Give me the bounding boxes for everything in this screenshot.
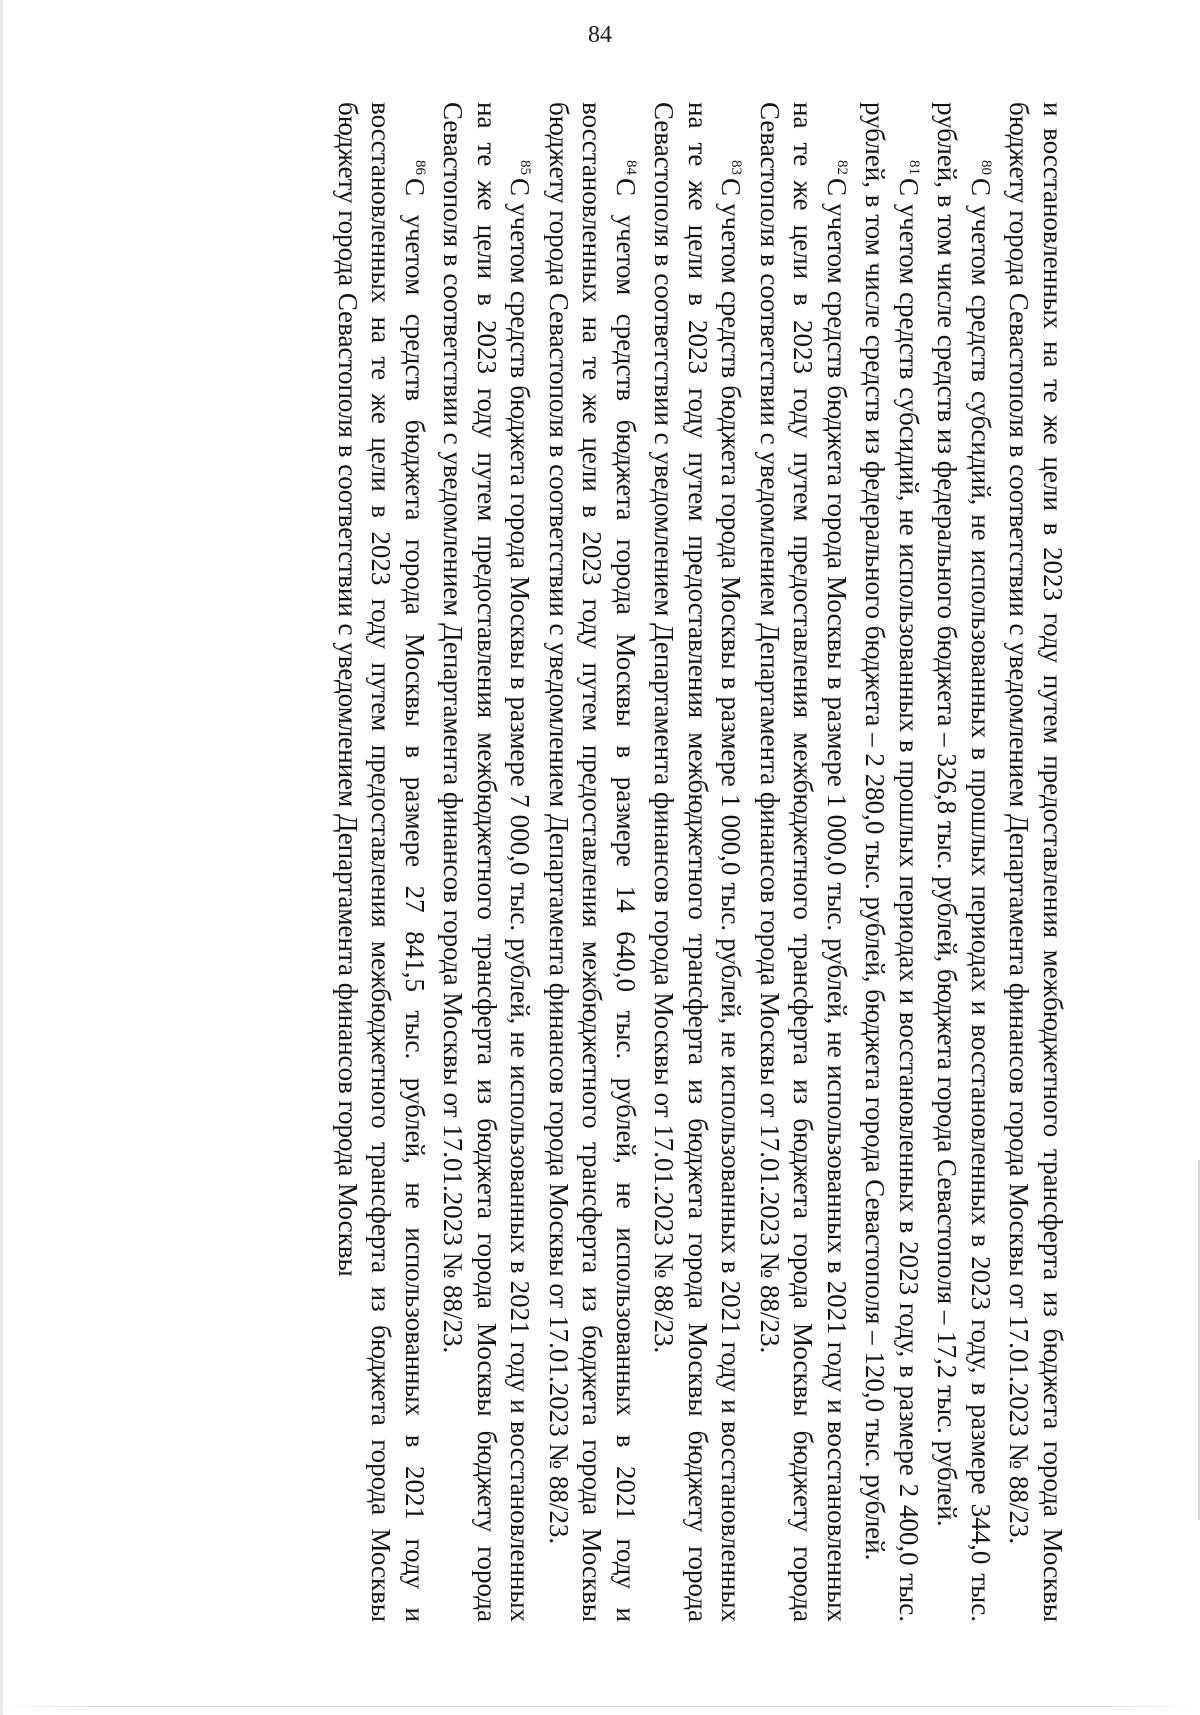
footnote-number: 80 bbox=[978, 160, 994, 175]
footnote-continuation bbox=[1002, 102, 1069, 1622]
footnote-number: 85 bbox=[517, 160, 534, 175]
footnote-number: 86 bbox=[412, 160, 428, 175]
footnote-text-span: С учетом средств бюджета города Москвы в размере 14 640,0 тыс. рублей, не использованных в 2021 году и восстановленных на те же цели в 2023 году путем предоставления межбюджетного трансферта из бюджета города Москвы бюджету города Севастополя в соответствии с уведомлением Департамента финансов города Москвы от 17.01.2023 № 88/23. bbox=[544, 102, 641, 1622]
footnote-85 bbox=[436, 102, 542, 1622]
footnote-number: 84 bbox=[623, 160, 639, 175]
footnote-84 bbox=[542, 102, 648, 1622]
footnote-number: 82 bbox=[834, 160, 850, 175]
page-number: 84 bbox=[588, 22, 612, 48]
footnote-80 bbox=[930, 102, 1002, 1622]
scan-left-edge bbox=[0, 0, 3, 1715]
footnote-text-span: и восстановленных на те же цели в 2023 году путем предоставления межбюджетного трансферта из бюджета города Москвы бюджету города Севастополя в соответствии с уведомлением Департамента финансов города Москвы от 17.01.2023 № 88/23. bbox=[1004, 102, 1068, 1622]
footnote-number: 83 bbox=[728, 160, 745, 175]
footnote-82 bbox=[753, 102, 859, 1622]
footnote-83 bbox=[647, 102, 753, 1622]
scan-bottom-edge bbox=[0, 1706, 1200, 1707]
footnote-text-span: С учетом средств субсидий, не использованных в прошлых периодах и восстановленных в 2023 году, в размере 344,0 тыс. рублей, в том числе средств из федерального бюджета – 326,8 тыс. рублей, бюджета города Севастополя – 17,2 тыс. рублей. bbox=[932, 102, 996, 1622]
footnote-86 bbox=[331, 102, 437, 1622]
footnote-text-span: С учетом средств бюджета города Москвы в размере 1 000,0 тыс. рублей, не использованных в 2021 году и восстановленных на те же цели в 2023 году путем предоставления межбюджетного трансферта из бюджета города Москвы бюджету города Севастополя в соответствии с уведомлением Департамента финансов города Москвы от 17.01.2023 № 88/23. bbox=[755, 102, 852, 1622]
footnote-81 bbox=[858, 102, 930, 1622]
footnote-number: 81 bbox=[906, 160, 922, 175]
footnote-text-span: С учетом средств бюджета города Москвы в размере 7 000,0 тыс. рублей, не использованных в 2021 году и восстановленных на те же цели в 2023 году путем предоставления межбюджетного трансферта из бюджета города Москвы бюджету города Севастополя в соответствии с уведомлением Департамента финансов города Москвы от 17.01.2023 № 88/23. bbox=[438, 102, 536, 1622]
footnote-text-span: С учетом средств субсидий, не использованных в прошлых периодах и восстановленных в 2023 году, в размере 2 400,0 тыс. рублей, в том числе средств из федерального бюджета – 2 280,0 тыс. рублей, бюджета города Севастополя – 120,0 тыс. рублей. bbox=[860, 102, 924, 1622]
footnote-text bbox=[331, 102, 1070, 1622]
rotated-text-block bbox=[128, 88, 1073, 1628]
footnote-text-span: С учетом средств бюджета города Москвы в размере 1 000,0 тыс. рублей, не использованных в 2021 году и восстановленных на те же цели в 2023 году путем предоставления межбюджетного трансферта из бюджета города Москвы бюджету города Севастополя в соответствии с уведомлением Департамента финансов города Москвы от 17.01.2023 № 88/23. bbox=[649, 102, 747, 1622]
footnote-text-span: С учетом средств бюджета города Москвы в размере 27 841,5 тыс. рублей, не использованных в 2021 году и восстановленных на те же цели в 2023 году путем предоставления межбюджетного трансферта из бюджета города Москвы бюджету города Севастополя в соответствии с уведомлением Департамента финансов города Москвы bbox=[333, 102, 430, 1622]
